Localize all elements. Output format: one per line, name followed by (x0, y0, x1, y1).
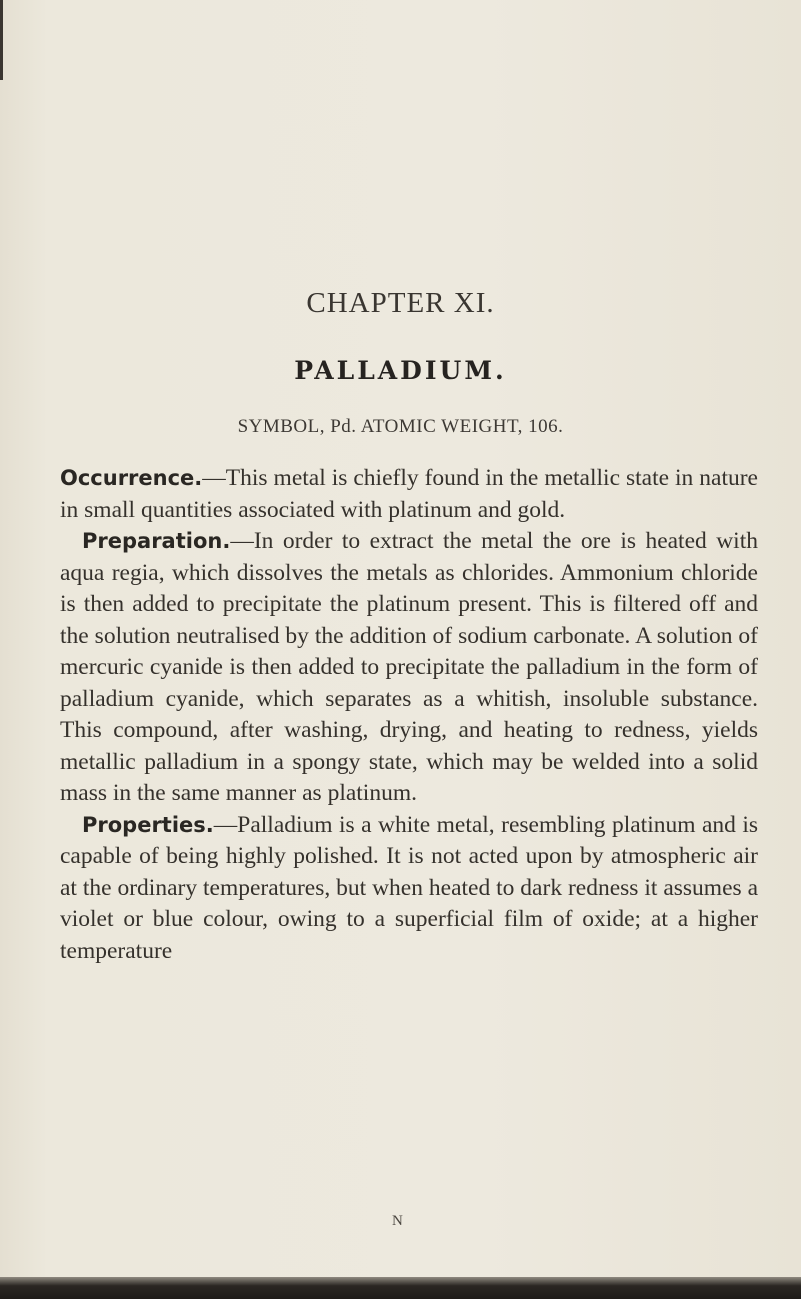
page-edge-shadow (0, 0, 3, 80)
page-bottom-edge (0, 1277, 801, 1299)
chapter-title: PALLADIUM. (294, 356, 507, 385)
paragraph-occurrence (60, 463, 758, 526)
body-text (60, 463, 758, 967)
chapter-heading: CHAPTER XI. (306, 287, 495, 319)
paragraph-occurrence-text: —This metal is chiefly found in the metallic state in nature in small quantities associated with platinum and gold. (60, 465, 758, 523)
signature-mark: N (392, 1213, 403, 1229)
paragraph-preparation (60, 526, 758, 810)
paragraph-properties (60, 810, 758, 968)
paragraph-properties-text: —Palladium is a white metal, resembling platinum and is capable of being highly polished. It is not acted upon by atmospheric air at the ordinary temperatures, but when heated to dark redness it assumes a violet or blue colour, owing to a superficial film of oxide; at a higher temperature (60, 811, 758, 964)
section-heading-preparation: Preparation. (82, 529, 231, 553)
paragraph-preparation-text: —In order to extract the metal the ore is heated with aqua regia, which dissolves the metals as chlorides. Ammonium chloride is then added to precipitate the platinum present. This is filtered off and the solution neutralised by the addition of sodium carbonate. A solution of mercuric cyanide is then added to precipitate the palladium in the form of palladium cyanide, which separates as a whitish, insoluble substance. This compound, after washing, drying, and heating to redness, yields metallic palladium in a spongy state, which may be welded into a solid mass in the same manner as platinum. (60, 528, 758, 806)
symbol-atomic-weight-line: SYMBOL, Pd. ATOMIC WEIGHT, 106. (237, 416, 564, 437)
section-heading-occurrence: Occurrence. (60, 466, 203, 490)
section-heading-properties: Properties. (82, 812, 214, 837)
